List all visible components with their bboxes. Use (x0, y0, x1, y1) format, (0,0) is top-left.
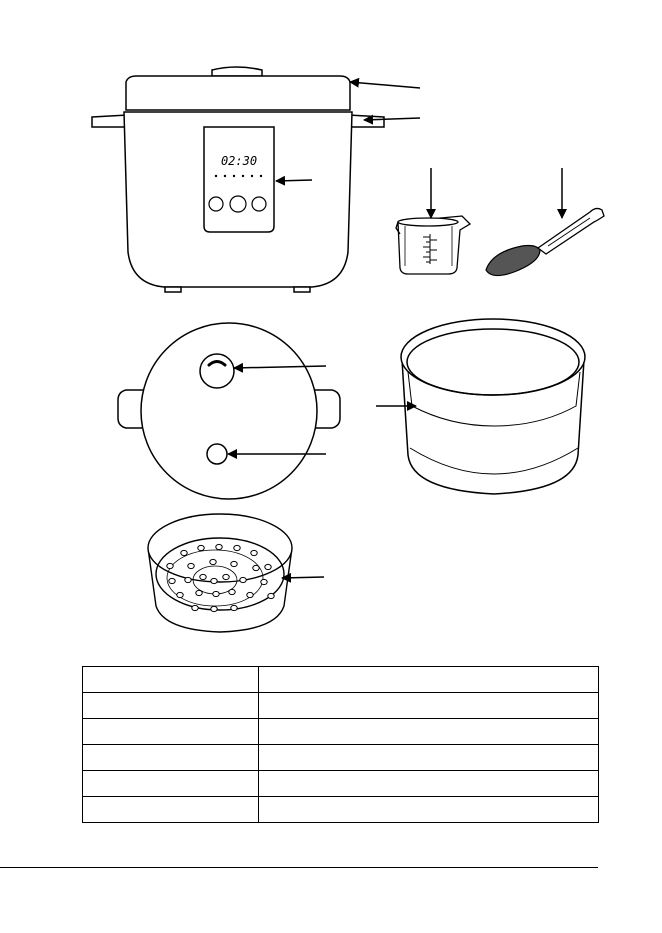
table-row (83, 667, 599, 693)
table-cell (83, 719, 259, 745)
table-cell (83, 745, 259, 771)
rice-cooker-icon (92, 67, 384, 292)
control-buttons (209, 196, 266, 212)
steamer-basket-icon (148, 514, 292, 632)
table-cell (83, 771, 259, 797)
table-cell (83, 667, 259, 693)
table-cell (83, 693, 259, 719)
inner-pot-icon (401, 319, 585, 494)
table-row (83, 719, 599, 745)
measuring-cup-icon (396, 216, 470, 274)
table-row (83, 745, 599, 771)
table-cell (83, 797, 259, 823)
table-cell (259, 771, 599, 797)
table-row (83, 797, 599, 823)
arrow-steamer-basket (282, 577, 324, 578)
table-row (83, 771, 599, 797)
table-cell (259, 719, 599, 745)
footer-divider (0, 867, 598, 868)
parts-table (82, 666, 599, 823)
table-row (83, 693, 599, 719)
table-cell (259, 667, 599, 693)
display-time: 02:30 (220, 154, 258, 168)
table-cell (259, 745, 599, 771)
arrow-control-panel (276, 180, 312, 181)
arrow-lid (350, 82, 420, 88)
table-cell (259, 693, 599, 719)
table-cell (259, 797, 599, 823)
rice-spoon-icon (486, 208, 604, 275)
inner-lid-icon (118, 323, 340, 499)
